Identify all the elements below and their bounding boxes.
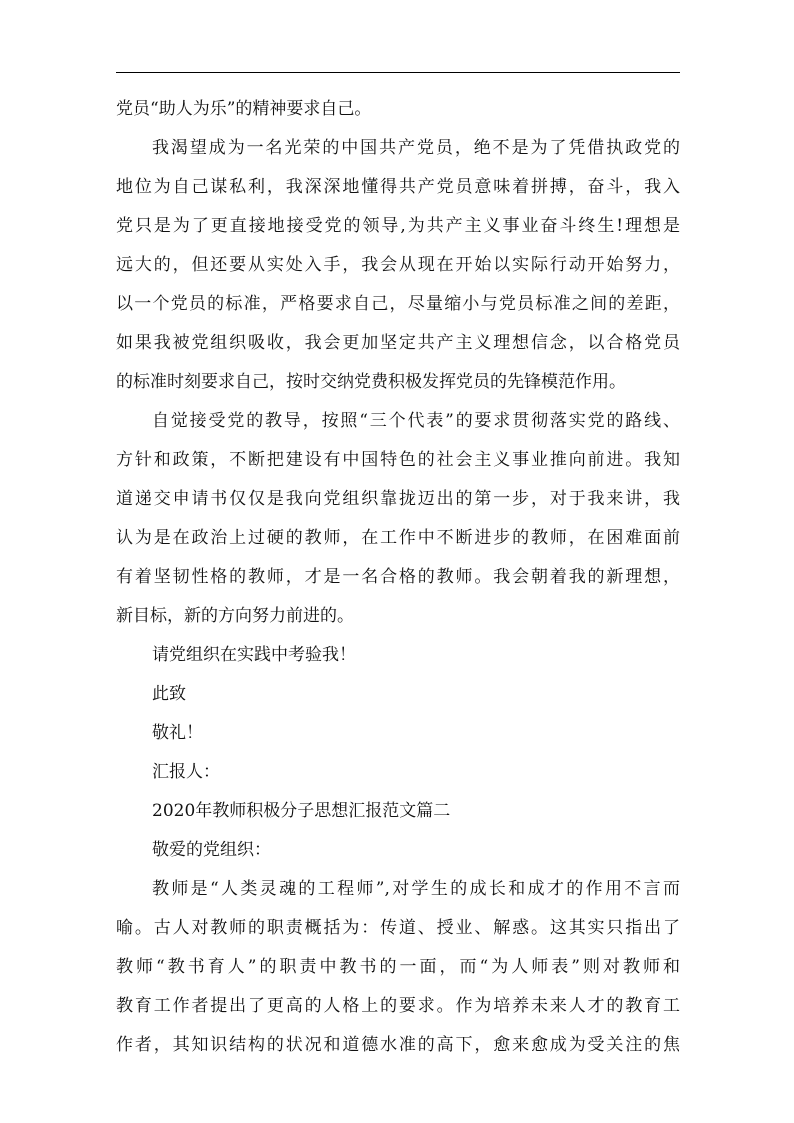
closing-greeting <box>116 714 680 753</box>
text-line: 认为是在政治上过硬的教师，在工作中不断进步的教师，在困难面前 <box>116 528 680 548</box>
text-line: 党只是为了更直接地接受党的领导,为共产主义事业奋斗终生!理想是 <box>116 216 680 236</box>
text-line: 道递交申请书仅仅是我向党组织靠拢迈出的第一步，对于我来讲，我 <box>116 489 680 509</box>
text-line: 我渴望成为一名光荣的中国共产党员，绝不是为了凭借执政党的 <box>152 138 680 158</box>
text-line: 敬礼！ <box>152 723 203 743</box>
paragraph <box>116 636 680 675</box>
text-line: 此致 <box>152 684 186 704</box>
text-line: 方针和政策，不断把建设有中国特色的社会主义事业推向前进。我知 <box>116 450 680 470</box>
text-line: 请党组织在实践中考验我！ <box>152 645 356 665</box>
paragraph <box>116 402 680 636</box>
text-line: 地位为自己谋私利，我深深地懂得共产党员意味着拼搏，奋斗，我入 <box>116 177 680 197</box>
text-line: 以一个党员的标准，严格要求自己，尽量缩小与党员标准之间的差距， <box>116 294 680 314</box>
text-line: 的标准时刻要求自己，按时交纳党费积极发挥党员的先锋模范作用。 <box>116 372 626 392</box>
paragraph <box>116 870 680 1065</box>
text-line: 远大的，但还要从实处入手，我会从现在开始以实际行动开始努力， <box>116 255 680 275</box>
section-title <box>116 792 680 831</box>
paragraph <box>116 90 680 129</box>
text-line: 喻。古人对教师的职责概括为：传道、授业、解惑。这其实只指出了 <box>116 918 680 938</box>
text-line: 汇报人： <box>152 762 220 782</box>
text-line: 教育工作者提出了更高的人格上的要求。作为培养未来人才的教育工 <box>116 996 680 1016</box>
text-line: 2020年教师积极分子思想汇报范文篇二 <box>152 801 451 821</box>
header-rule <box>116 72 680 73</box>
text-line: 自觉接受党的教导，按照“三个代表”的要求贯彻落实党的路线、 <box>152 411 680 431</box>
text-line: 如果我被党组织吸收，我会更加坚定共产主义理想信念，以合格党员 <box>116 333 680 353</box>
document-body <box>116 90 680 1065</box>
text-line: 新目标，新的方向努力前进的。 <box>116 606 354 626</box>
text-line: 作者，其知识结构的状况和道德水准的高下，愈来愈成为受关注的焦 <box>116 1035 680 1055</box>
salutation <box>116 831 680 870</box>
text-line: 敬爱的党组织： <box>152 840 271 860</box>
paragraph <box>116 129 680 402</box>
closing-salutation <box>116 675 680 714</box>
text-line: 党员“助人为乐”的精神要求自己。 <box>116 99 372 119</box>
text-line: 教师“教书育人”的职责中教书的一面，而“为人师表”则对教师和 <box>116 957 680 977</box>
reporter-signature <box>116 753 680 792</box>
text-line: 有着坚韧性格的教师，才是一名合格的教师。我会朝着我的新理想， <box>116 567 680 587</box>
text-line: 教师是“人类灵魂的工程师”,对学生的成长和成才的作用不言而 <box>152 879 680 899</box>
